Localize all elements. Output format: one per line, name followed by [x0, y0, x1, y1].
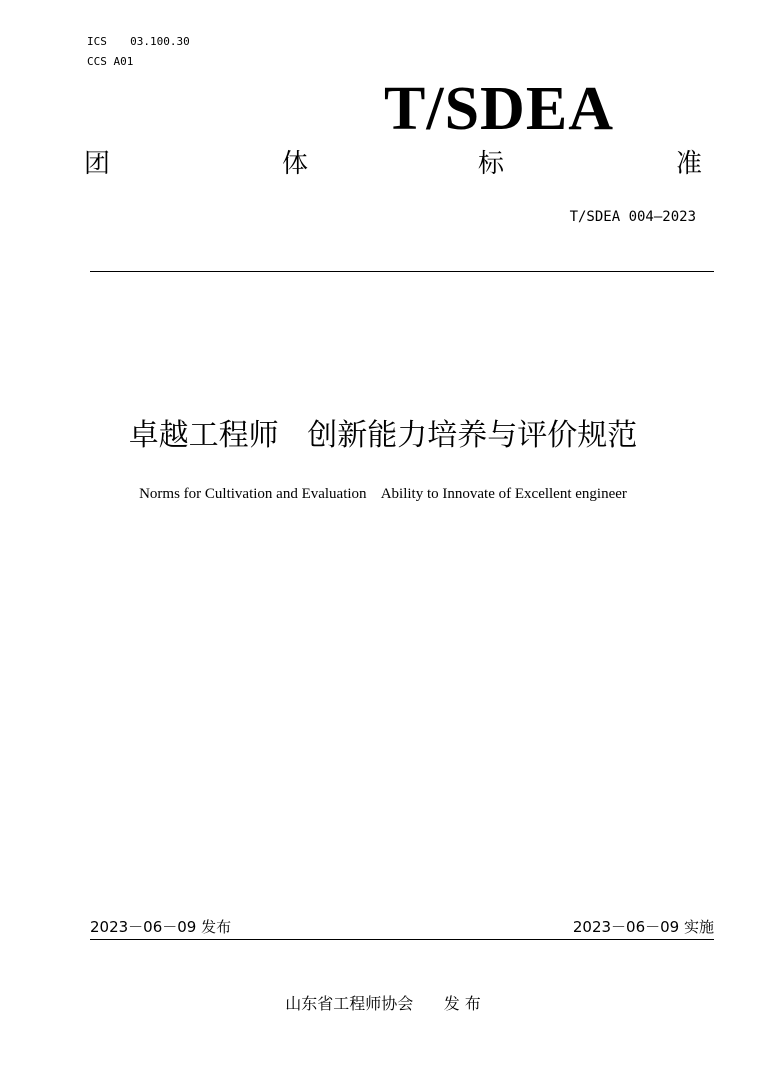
implement-date: 2023－06－09 实施 [572, 918, 714, 936]
header-rule [90, 271, 714, 272]
ccs-code: A01 [113, 55, 134, 68]
publisher: 山东省工程师协会 发 布 [285, 994, 481, 1013]
ics-code: 03.100.30 [130, 35, 190, 48]
ics-line [87, 35, 190, 49]
standard-code: T/SDEA [384, 75, 614, 143]
standard-type-char-1: 团 [84, 149, 111, 179]
ics-label: ICS [87, 35, 107, 48]
ccs-line [87, 55, 133, 69]
footer-rule [90, 939, 714, 940]
standard-number: T/SDEA 004—2023 [569, 209, 696, 225]
standard-type-char-2: 体 [282, 149, 309, 179]
standard-type-char-3: 标 [478, 149, 505, 179]
title-english: Norms for Cultivation and Evaluation Ability to Innovate of Excellent engineer [139, 486, 627, 502]
standard-type-char-4: 准 [676, 149, 703, 179]
title-chinese: 卓越工程师 创新能力培养与评价规范 [128, 418, 638, 453]
ccs-label: CCS [87, 55, 107, 68]
publish-date: 2023－06－09 发布 [90, 918, 232, 936]
